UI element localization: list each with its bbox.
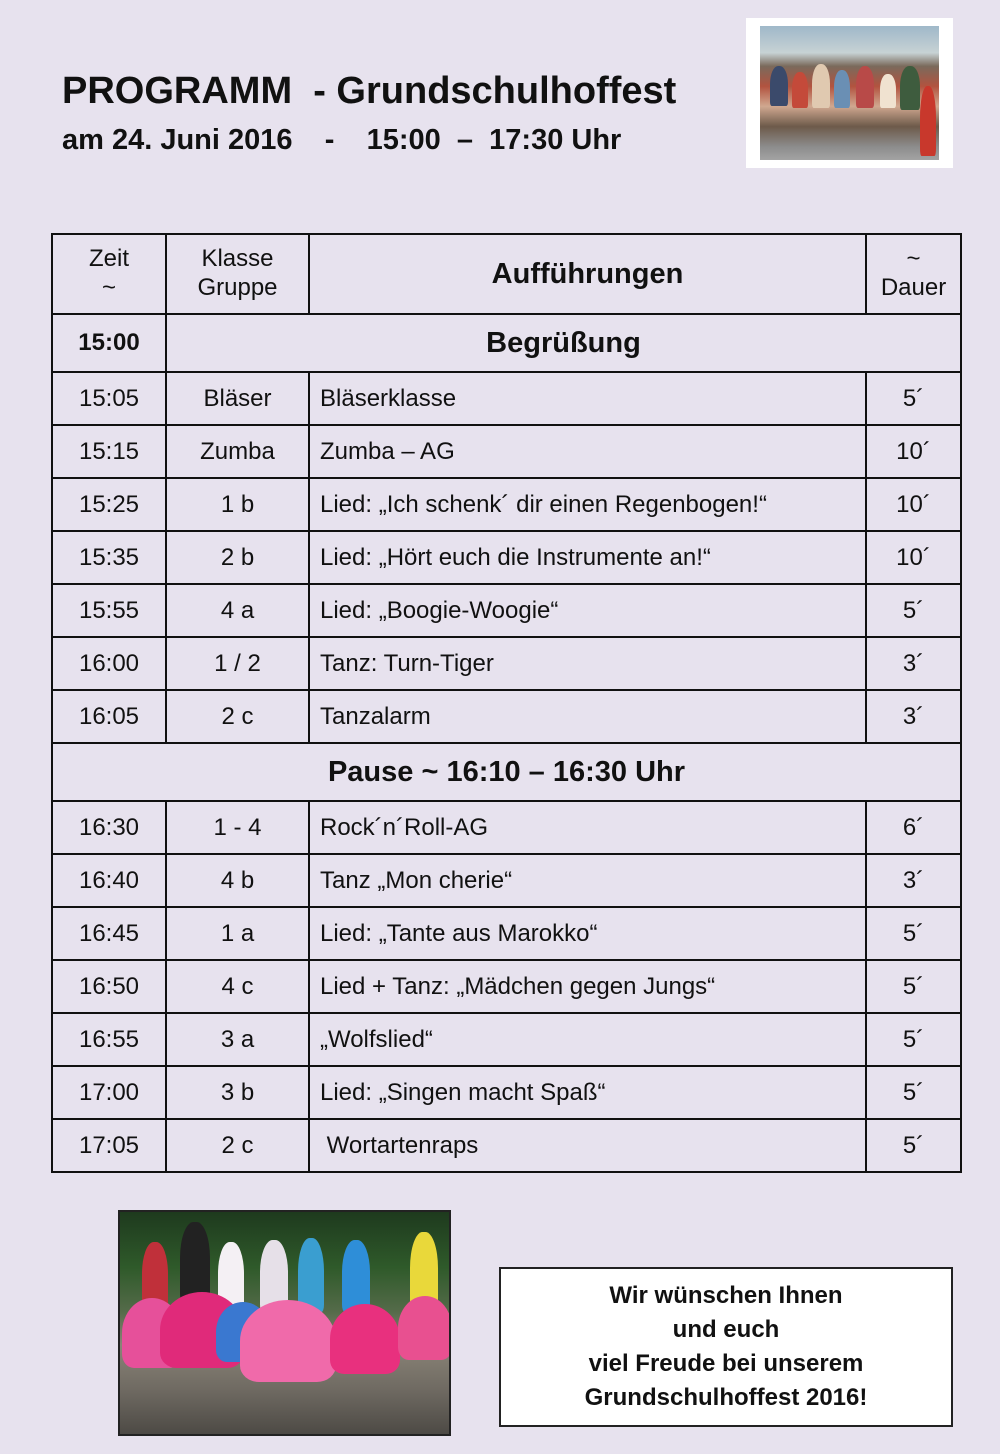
closing-line-4: Grundschulhoffest 2016! <box>584 1384 868 1411</box>
table-row <box>52 960 961 1013</box>
header-time <box>52 234 166 314</box>
closing-line-2: und euch <box>672 1316 780 1343</box>
row-duration: 3´ <box>866 690 961 743</box>
row-duration: 5´ <box>866 1013 961 1066</box>
row-time: 16:55 <box>52 1013 166 1066</box>
row-duration: 10´ <box>866 425 961 478</box>
program-schedule-table <box>51 233 962 1173</box>
row-time: 15:55 <box>52 584 166 637</box>
row-activity: Wortartenraps <box>309 1119 866 1172</box>
row-time: 16:30 <box>52 801 166 854</box>
header-duration-approx: ~ <box>906 245 921 273</box>
table-row <box>52 372 961 425</box>
row-activity: Lied: „Tante aus Marokko“ <box>309 907 866 960</box>
row-group: Zumba <box>166 425 309 478</box>
row-activity: Tanz „Mon cherie“ <box>309 854 866 907</box>
row-group: 1 a <box>166 907 309 960</box>
row-activity: Rock´n´Roll-AG <box>309 801 866 854</box>
closing-line-1: Wir wünschen Ihnen <box>609 1282 843 1309</box>
row-time: 16:40 <box>52 854 166 907</box>
table-row <box>52 690 961 743</box>
row-duration: 3´ <box>866 637 961 690</box>
row-duration: 5´ <box>866 1066 961 1119</box>
row-activity: Tanz: Turn-Tiger <box>309 637 866 690</box>
welcome-row <box>52 314 961 372</box>
table-row <box>52 907 961 960</box>
table-row <box>52 478 961 531</box>
closing-line-3: viel Freude bei unserem <box>588 1350 864 1377</box>
row-time: 16:50 <box>52 960 166 1013</box>
row-activity: Lied: „Boogie-Woogie“ <box>309 584 866 637</box>
row-group: 1 b <box>166 478 309 531</box>
row-group: 1 / 2 <box>166 637 309 690</box>
header-class <box>166 234 309 314</box>
row-group: 2 c <box>166 1119 309 1172</box>
table-row <box>52 637 961 690</box>
row-time: 15:15 <box>52 425 166 478</box>
row-time: 17:05 <box>52 1119 166 1172</box>
row-duration: 5´ <box>866 960 961 1013</box>
table-row <box>52 1119 961 1172</box>
welcome-label: Begrüßung <box>166 314 961 372</box>
row-time: 15:35 <box>52 531 166 584</box>
header-class-label: Klasse <box>201 245 274 273</box>
row-time: 15:05 <box>52 372 166 425</box>
row-duration: 5´ <box>866 1119 961 1172</box>
row-group: 2 b <box>166 531 309 584</box>
row-duration: 5´ <box>866 907 961 960</box>
row-group: 4 a <box>166 584 309 637</box>
row-time: 16:00 <box>52 637 166 690</box>
row-group: Bläser <box>166 372 309 425</box>
row-group: 3 b <box>166 1066 309 1119</box>
header-time-label: Zeit <box>88 245 129 273</box>
row-group: 3 a <box>166 1013 309 1066</box>
row-activity: „Wolfslied“ <box>309 1013 866 1066</box>
table-header-row <box>52 234 961 314</box>
row-activity: Tanzalarm <box>309 690 866 743</box>
row-duration: 6´ <box>866 801 961 854</box>
row-time: 16:05 <box>52 690 166 743</box>
festival-crowd-photo <box>746 18 953 168</box>
table-row <box>52 584 961 637</box>
header-duration <box>866 234 961 314</box>
row-activity: Bläserklasse <box>309 372 866 425</box>
program-title: PROGRAMM - Grundschulhoffest <box>62 70 677 112</box>
row-activity: Lied: „Singen macht Spaß“ <box>309 1066 866 1119</box>
row-group: 1 - 4 <box>166 801 309 854</box>
rows-after-break <box>52 801 961 1172</box>
table-row <box>52 854 961 907</box>
break-row <box>52 743 961 801</box>
row-group: 2 c <box>166 690 309 743</box>
header-activity: Aufführungen <box>309 234 866 314</box>
row-time: 16:45 <box>52 907 166 960</box>
header-group-label: Gruppe <box>197 274 278 301</box>
crowd-photo-image <box>760 26 939 160</box>
table-row <box>52 1066 961 1119</box>
row-activity: Zumba – AG <box>309 425 866 478</box>
program-date-time: am 24. Juni 2016 - 15:00 – 17:30 Uhr <box>62 124 622 156</box>
row-group: 4 c <box>166 960 309 1013</box>
row-duration: 10´ <box>866 531 961 584</box>
row-activity: Lied + Tanz: „Mädchen gegen Jungs“ <box>309 960 866 1013</box>
row-time: 17:00 <box>52 1066 166 1119</box>
closing-message-box <box>499 1267 953 1427</box>
row-time: 15:25 <box>52 478 166 531</box>
table-row <box>52 801 961 854</box>
table-row <box>52 425 961 478</box>
header-time-approx: ~ <box>101 274 116 301</box>
row-activity: Lied: „Hört euch die Instrumente an!“ <box>309 531 866 584</box>
break-label: Pause ~ 16:10 – 16:30 Uhr <box>52 743 961 801</box>
row-duration: 3´ <box>866 854 961 907</box>
row-duration: 5´ <box>866 584 961 637</box>
table-row <box>52 1013 961 1066</box>
row-group: 4 b <box>166 854 309 907</box>
table-row <box>52 531 961 584</box>
row-duration: 10´ <box>866 478 961 531</box>
welcome-time: 15:00 <box>52 314 166 372</box>
dancing-girls-photo <box>118 1210 451 1436</box>
header-duration-label: Dauer <box>880 274 947 301</box>
row-activity: Lied: „Ich schenk´ dir einen Regenbogen!“ <box>309 478 866 531</box>
row-duration: 5´ <box>866 372 961 425</box>
rows-before-break <box>52 372 961 743</box>
